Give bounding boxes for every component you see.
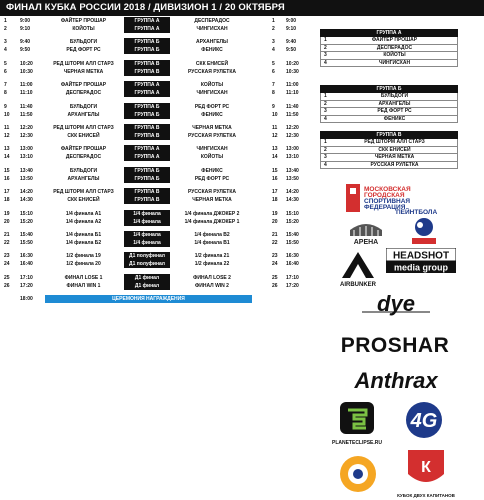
team-b: ФЕНИКС: [201, 167, 223, 174]
group-team-row: [320, 45, 458, 53]
match-number: 20: [4, 218, 10, 225]
match-number-right: 21: [272, 231, 278, 238]
group-team-name: РУССКАЯ РУЛЕТКА: [370, 161, 419, 168]
match-time: 17:10: [20, 274, 33, 281]
group-c-table: [320, 131, 458, 169]
match-time-right: 13:40: [286, 167, 299, 174]
team-b: КОЙОТЫ: [200, 154, 224, 161]
team-b: РЕД ФОРТ РС: [194, 103, 230, 110]
group-team-name: РЕД ШТОРМ АЛЛ СТАРЗ: [364, 139, 425, 145]
match-number-right: 5: [272, 60, 275, 67]
group-team-number: 2: [324, 44, 327, 51]
airbunker-mountain-icon: [342, 252, 374, 278]
team-b: ФЕНИКС: [201, 47, 223, 54]
match-row: [0, 25, 310, 33]
match-number-right: 10: [272, 111, 278, 118]
group-badge: 1/4 финала: [124, 210, 170, 218]
match-row: [0, 231, 310, 239]
team-b: ЧЕРНАЯ МЕТКА: [192, 197, 232, 204]
group-team-number: 4: [324, 115, 327, 122]
group-team-row: [320, 93, 458, 101]
match-time: 9:40: [20, 39, 31, 46]
group-badge: ГРУППА Б: [124, 38, 170, 46]
anthrax-label: Anthrax: [354, 368, 438, 393]
team-b: СКК ЕНИСЕЙ: [195, 60, 229, 67]
team-a: 1/2 финала 19: [66, 253, 101, 260]
group-badge: Д1 финал: [124, 282, 170, 290]
team-b: ЧИНГИСХАН: [196, 26, 228, 32]
team-b: ФИНАЛ LOSE 2: [193, 274, 231, 281]
match-time-right: 10:20: [286, 60, 299, 67]
team-b: АРХАНГЕЛЫ: [196, 39, 228, 46]
headshot-logo: [386, 248, 456, 274]
svg-text:К: К: [421, 459, 431, 476]
team-a: ДЕСПЕРАДОС: [65, 90, 102, 97]
group-team-name: ДЕСПЕРАДОС: [376, 44, 413, 51]
match-number: 14: [4, 154, 10, 161]
team-a: 1/2 финала 20: [66, 261, 101, 268]
match-number-right: 18: [272, 197, 278, 204]
team-a: ФАЙТЕР ПРОШАР: [60, 18, 107, 24]
group-team-name: ЧИНГИСХАН: [378, 59, 411, 66]
group-team-row: [320, 154, 458, 162]
match-time: 15:10: [20, 210, 33, 217]
group-team-row: [320, 37, 458, 45]
team-b: 1/2 финала 22: [194, 261, 230, 268]
team-a: СКК ЕНИСЕЙ: [67, 132, 100, 139]
group-badge: ГРУППА Б: [124, 167, 170, 175]
group-team-name: ФЕНИКС: [383, 115, 406, 122]
team-b: 1/2 финала 21: [194, 253, 230, 260]
team-b: ЧИНГИСХАН: [196, 90, 228, 97]
dye-label: dye: [377, 292, 415, 316]
match-number: 6: [4, 68, 7, 75]
team-b: 1/4 финала ДЖОКЕР 2: [184, 210, 240, 217]
match-number: 17: [4, 189, 10, 196]
team-b: РЕД ФОРТ РС: [194, 175, 230, 182]
match-row: [0, 210, 310, 218]
group-team-row: [320, 139, 458, 147]
headshot-label: HEADSHOT: [392, 250, 450, 262]
match-time: 16:30: [20, 253, 33, 260]
group-badge: ЦЕРЕМОНИЯ НАГРАЖДЕНИЯ: [45, 295, 252, 303]
match-number: 2: [4, 26, 7, 32]
arena-label: АРЕНА: [353, 239, 379, 246]
group-badge: ГРУППА А: [124, 25, 170, 33]
match-number: 16: [4, 175, 10, 182]
match-time-right: 12:30: [286, 132, 299, 139]
match-number-right: 12: [272, 132, 278, 139]
team-a: ФАЙТЕР ПРОШАР: [60, 82, 107, 89]
team-a: ФИНАЛ WIN 1: [66, 282, 101, 289]
match-number-right: 3: [272, 39, 275, 46]
player-emblem-icon: [415, 218, 433, 236]
headshot-subtitle: media group: [393, 262, 449, 273]
team-a: СКК ЕНИСЕЙ: [67, 197, 100, 204]
federation-line-4: ФЕДЕРАЦИЯ: [364, 204, 406, 211]
match-time: 15:40: [20, 231, 33, 238]
team-b: КОЙОТЫ: [200, 82, 224, 89]
group-team-name: РЕД ФОРТ РС: [377, 108, 412, 114]
schedule-table: [0, 17, 310, 303]
match-time: 10:30: [20, 68, 33, 75]
match-number: 19: [4, 210, 10, 217]
planeteclipse-logo: [326, 400, 388, 446]
match-time-right: 13:50: [286, 175, 299, 182]
team-a: АРХАНГЕЛЫ: [67, 175, 100, 182]
match-row: [0, 145, 310, 153]
match-number-right: 25: [272, 274, 278, 281]
match-number: 15: [4, 167, 10, 174]
federation-line-2: ГОРОДСКАЯ: [364, 192, 405, 199]
match-number: 26: [4, 282, 10, 289]
match-row: [0, 274, 310, 282]
match-number-right: 19: [272, 210, 278, 217]
match-number: 4: [4, 47, 7, 54]
match-time: 11:00: [20, 82, 33, 89]
team-a: ФАЙТЕР ПРОШАР: [60, 146, 107, 153]
federation-line-3: СПОРТИВНАЯ: [364, 198, 411, 205]
team-b: ЧЕРНАЯ МЕТКА: [192, 124, 232, 131]
team-a: ДЕСПЕРАДОС: [65, 154, 102, 161]
match-number-right: 9: [272, 103, 275, 110]
proshar-logo: [340, 330, 450, 358]
kubok-label: КУБОК ДВУХ КАПИТАНОВ: [397, 493, 455, 498]
group-header: ГРУППА В: [320, 131, 458, 139]
team-a: БУЛЬДОГИ: [69, 167, 98, 174]
match-number-right: 14: [272, 154, 278, 161]
match-row: [0, 132, 310, 140]
team-b: ФЕНИКС: [201, 111, 223, 118]
group-badge: ГРУППА А: [124, 145, 170, 153]
group-badge: ГРУППА А: [124, 153, 170, 161]
team-a: КОЙОТЫ: [72, 26, 95, 32]
match-time: 11:10: [20, 90, 33, 97]
match-time-right: 9:40: [286, 39, 297, 46]
match-number: 8: [4, 90, 7, 97]
match-row: [0, 188, 310, 196]
match-time-right: 11:10: [286, 90, 299, 97]
dye-logo: [356, 292, 436, 316]
match-row: [0, 81, 310, 89]
match-time-right: 17:20: [286, 282, 299, 289]
match-number-right: 2: [272, 26, 275, 32]
team-b: ЧИНГИСХАН: [196, 146, 228, 153]
group-badge: Д1 полуфинал: [124, 260, 170, 268]
group-team-number: 3: [324, 108, 327, 114]
team-b: 1/4 финала ДЖОКЕР 1: [184, 218, 240, 225]
match-number-right: 17: [272, 189, 278, 196]
match-row: [0, 124, 310, 132]
team-a: БУЛЬДОГИ: [69, 103, 98, 110]
page-title: ФИНАЛ КУБКА РОССИИ 2018 / ДИВИЗИОН 1 / 20 ОКТЯБРЯ: [0, 0, 484, 16]
match-number: 5: [4, 60, 7, 67]
match-time-right: 15:40: [286, 231, 299, 238]
group-team-row: [320, 147, 458, 155]
proshar-label: PROSHAR: [340, 334, 450, 357]
match-number-right: 1: [272, 18, 275, 24]
group-b-table: [320, 85, 458, 123]
match-number: 7: [4, 82, 7, 89]
match-time-right: 14:30: [286, 197, 299, 204]
four-g-label: 4G: [410, 410, 438, 432]
group-team-number: 1: [324, 93, 327, 99]
match-row: [0, 89, 310, 97]
match-time-right: 12:20: [286, 124, 299, 131]
match-number-right: 15: [272, 167, 278, 174]
federation-line-1: МОСКОВСКАЯ: [364, 186, 411, 193]
match-time: 9:00: [20, 18, 31, 24]
match-row: [0, 218, 310, 226]
match-time-right: 9:00: [286, 18, 297, 24]
group-team-number: 1: [324, 139, 327, 145]
match-row: [0, 239, 310, 247]
match-row: [0, 252, 310, 260]
group-badge: ГРУППА В: [124, 196, 170, 204]
group-team-number: 4: [324, 161, 327, 168]
match-number: 13: [4, 146, 10, 153]
group-badge: ГРУППА Б: [124, 175, 170, 183]
match-time: 9:50: [20, 47, 31, 54]
group-badge: ГРУППА В: [124, 68, 170, 76]
group-badge: ГРУППА Б: [124, 111, 170, 119]
airbunker-label: AIRBUNKER: [340, 282, 376, 288]
group-team-number: 3: [324, 52, 327, 58]
group-team-row: [320, 108, 458, 116]
group-team-row: [320, 116, 458, 124]
group-team-row: [320, 162, 458, 170]
match-time: 13:40: [20, 167, 33, 174]
team-a: ФИНАЛ LOSE 1: [64, 274, 103, 281]
group-badge: ГРУППА Б: [124, 103, 170, 111]
match-row: [0, 46, 310, 54]
match-row: [0, 38, 310, 46]
match-time: 16:40: [20, 261, 33, 268]
match-time-right: 13:10: [286, 154, 299, 161]
match-time: 12:20: [20, 124, 33, 131]
team-a: 1/4 финала А1: [65, 210, 102, 217]
ceremony-row: [0, 295, 310, 303]
group-team-number: 3: [324, 154, 327, 160]
match-number: 11: [4, 124, 10, 131]
team-a: РЕД ШТОРМ АЛЛ СТАРЗ: [53, 189, 114, 196]
match-number-right: 26: [272, 282, 278, 289]
match-number: 18: [4, 197, 10, 204]
match-number-right: 8: [272, 90, 275, 97]
match-row: [0, 103, 310, 111]
match-time-right: 9:10: [286, 26, 297, 32]
match-time-right: 17:10: [286, 274, 299, 281]
match-time: 14:30: [20, 197, 33, 204]
group-header: ГРУППА Б: [320, 85, 458, 93]
group-team-name: ЧЕРНАЯ МЕТКА: [374, 154, 415, 160]
group-badge: ГРУППА В: [124, 60, 170, 68]
match-number: 12: [4, 132, 10, 139]
group-team-name: СКК ЕНИСЕЙ: [378, 146, 411, 153]
match-number-right: 22: [272, 239, 278, 246]
match-number: 25: [4, 274, 10, 281]
kubok-logo: [394, 448, 458, 500]
match-number-right: 24: [272, 261, 278, 268]
match-time-right: 9:50: [286, 47, 297, 54]
match-time: 10:20: [20, 60, 33, 67]
team-b: РУССКАЯ РУЛЕТКА: [188, 132, 236, 139]
group-a-table: [320, 29, 458, 67]
group-team-number: 1: [324, 37, 327, 43]
match-time-right: 11:50: [286, 111, 299, 118]
team-a: БУЛЬДОГИ: [69, 39, 98, 46]
match-time: 12:30: [20, 132, 33, 139]
group-badge: ГРУППА В: [124, 132, 170, 140]
match-time: 17:20: [20, 282, 33, 289]
group-badge: Д1 финал: [124, 274, 170, 282]
four-g-logo: [396, 400, 452, 440]
match-number-right: 11: [272, 124, 278, 131]
match-time: 14:20: [20, 189, 33, 196]
match-row: [0, 17, 310, 25]
match-time-right: 11:40: [286, 103, 299, 110]
team-a: АРХАНГЕЛЫ: [67, 111, 100, 118]
group-badge: ГРУППА А: [124, 81, 170, 89]
match-number: 21: [4, 231, 10, 238]
airbunker-logo: [338, 250, 380, 288]
group-badge: 1/4 финала: [124, 239, 170, 247]
match-time: 15:20: [20, 218, 33, 225]
group-badge: 1/4 финала: [124, 218, 170, 226]
group-badge: Д1 полуфинал: [124, 252, 170, 260]
group-team-row: [320, 52, 458, 60]
match-number: 22: [4, 239, 10, 246]
match-time: 18:00: [20, 296, 33, 303]
team-a: РЕД ШТОРМ АЛЛ СТАРЗ: [53, 60, 114, 67]
team-b: 1/4 финала В2: [194, 231, 230, 238]
match-time-right: 14:20: [286, 189, 299, 196]
group-header: ГРУППА А: [320, 29, 458, 37]
match-time-right: 15:50: [286, 239, 299, 246]
group-badge: ГРУППА А: [124, 89, 170, 97]
match-time-right: 15:10: [286, 210, 299, 217]
match-number-right: 7: [272, 82, 275, 89]
match-time-right: 16:30: [286, 253, 299, 260]
match-time-right: 13:00: [286, 146, 299, 153]
match-number: 1: [4, 18, 7, 24]
team-b: ФИНАЛ WIN 2: [195, 282, 229, 289]
team-b: ДЕСПЕРАДОС: [194, 18, 230, 24]
team-a: 1/4 финала А2: [65, 218, 102, 225]
federation-logo: [346, 184, 446, 214]
match-time-right: 16:40: [286, 261, 299, 268]
match-row: [0, 175, 310, 183]
group-team-number: 2: [324, 146, 327, 153]
match-time: 9:10: [20, 26, 31, 32]
team-b: 1/4 финала В1: [194, 239, 230, 246]
match-row: [0, 68, 310, 76]
match-time: 13:10: [20, 154, 33, 161]
team-b: РУССКАЯ РУЛЕТКА: [188, 189, 236, 196]
match-number: 3: [4, 39, 7, 46]
match-number-right: 13: [272, 146, 278, 153]
group-team-number: 4: [324, 59, 327, 66]
group-team-number: 2: [324, 100, 327, 107]
group-badge: 1/4 финала: [124, 231, 170, 239]
match-row: [0, 260, 310, 268]
match-row: [0, 60, 310, 68]
match-number: 9: [4, 103, 7, 110]
group-team-name: ФАЙТЕР ПРОШАР: [371, 37, 418, 43]
match-time: 11:50: [20, 111, 33, 118]
match-number-right: 23: [272, 253, 278, 260]
match-number: 24: [4, 261, 10, 268]
arena-logo: [346, 216, 386, 246]
match-number-right: 6: [272, 68, 275, 75]
match-row: [0, 282, 310, 290]
anthrax-logo: [348, 364, 444, 396]
group-team-name: БУЛЬДОГИ: [380, 93, 409, 99]
planeteclipse-label: PLANETECLIPSE.RU: [331, 440, 383, 446]
match-number: 23: [4, 253, 10, 260]
match-number-right: 20: [272, 218, 278, 225]
match-time: 13:50: [20, 175, 33, 182]
group-team-row: [320, 101, 458, 109]
group-team-name: КОЙОТЫ: [383, 52, 406, 58]
match-row: [0, 153, 310, 161]
group-badge: ГРУППА В: [124, 124, 170, 132]
group-team-row: [320, 60, 458, 68]
match-time: 15:50: [20, 239, 33, 246]
team-a: 1/4 финала Б2: [65, 239, 102, 246]
group-team-name: АРХАНГЕЛЫ: [378, 100, 411, 107]
match-row: [0, 196, 310, 204]
match-time-right: 10:30: [286, 68, 299, 75]
group-badge: ГРУППА Б: [124, 46, 170, 54]
match-number-right: 4: [272, 47, 275, 54]
group-badge: ГРУППА В: [124, 188, 170, 196]
team-a: ЧЕРНАЯ МЕТКА: [63, 68, 104, 75]
team-a: 1/4 финала Б1: [65, 231, 102, 238]
match-number: 10: [4, 111, 10, 118]
team-a: РЕД ФОРТ РС: [66, 47, 101, 54]
group-badge: ГРУППА А: [124, 17, 170, 25]
match-row: [0, 111, 310, 119]
player-logo: [406, 216, 442, 246]
federation-line-5: ПЕЙНТБОЛА: [396, 209, 438, 214]
tournament-logo: [330, 448, 386, 498]
match-time-right: 15:20: [286, 218, 299, 225]
match-time: 11:40: [20, 103, 33, 110]
match-time: 13:00: [20, 146, 33, 153]
match-time-right: 11:00: [286, 82, 299, 89]
team-b: РУССКАЯ РУЛЕТКА: [188, 68, 236, 75]
match-row: [0, 167, 310, 175]
team-a: РЕД ШТОРМ АЛЛ СТАРЗ: [53, 124, 114, 131]
match-number-right: 16: [272, 175, 278, 182]
